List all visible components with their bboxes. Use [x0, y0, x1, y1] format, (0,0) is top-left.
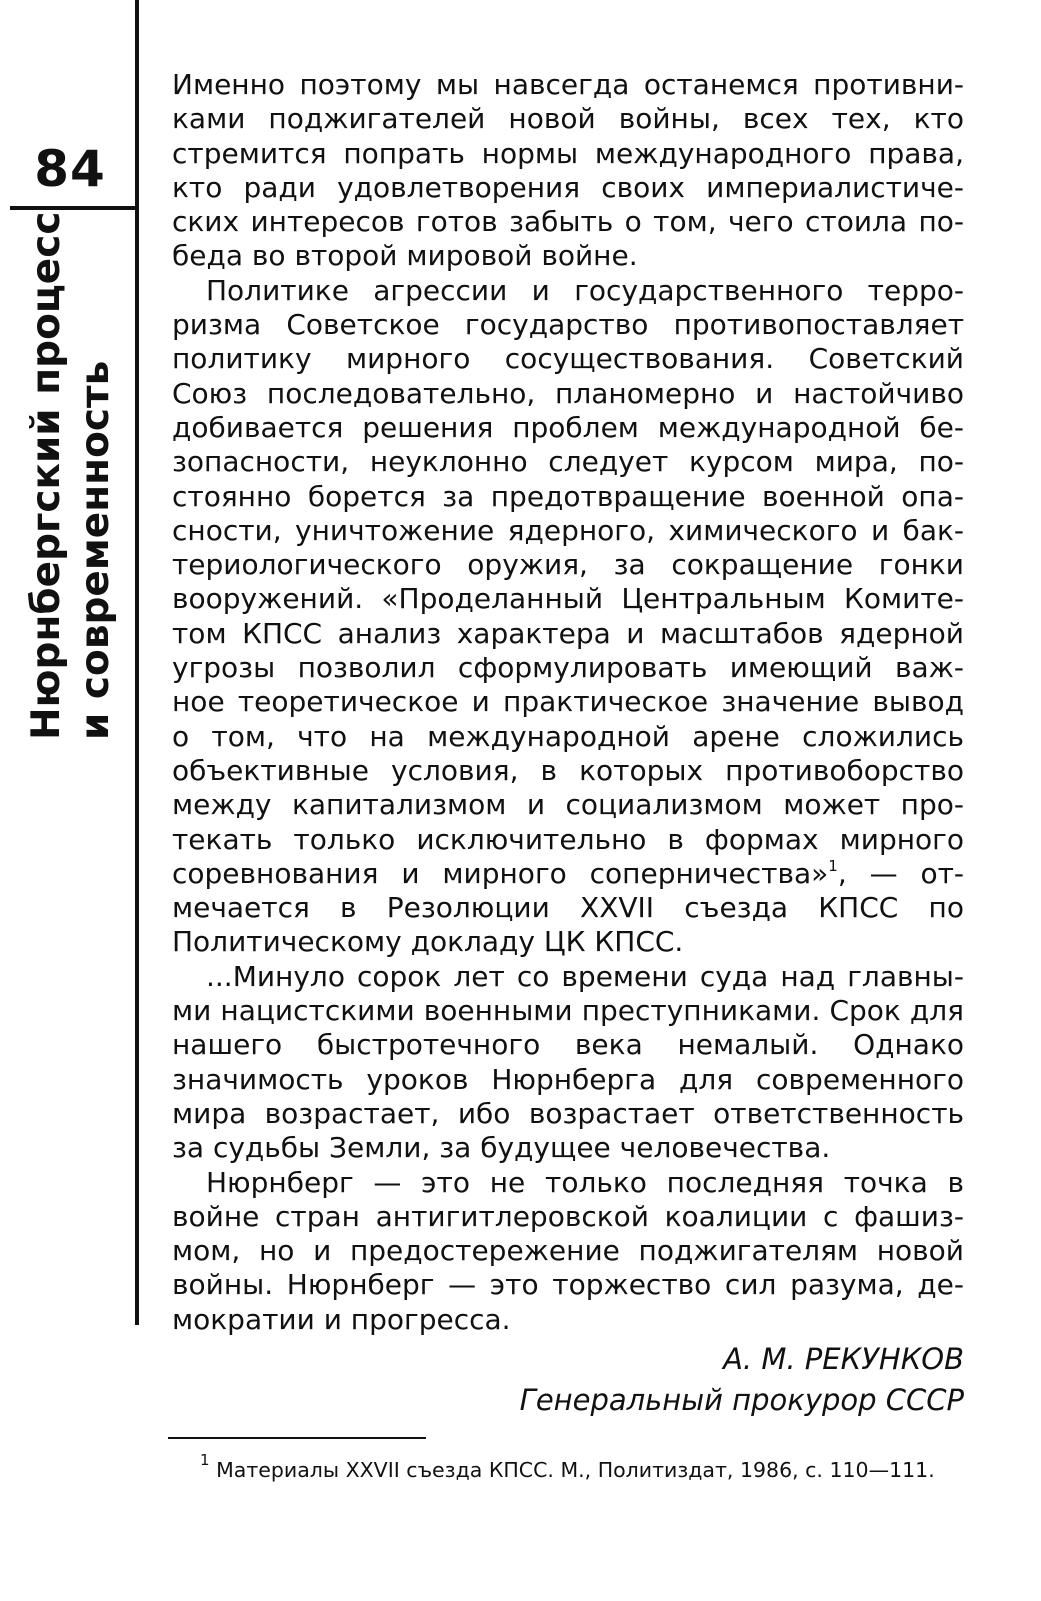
text-line: мира возрастает, ибо возрастает ответственность — [172, 1096, 964, 1130]
paragraph-1 — [172, 68, 964, 239]
text-line: значимость уроков Нюрнберга для современного — [172, 1062, 964, 1096]
text-line: добивается решения проблем международной бе- — [172, 410, 964, 444]
text-line: объективные условия, в которых противоборство — [172, 753, 964, 787]
text-line: вооружений. «Проделанный Центральным Комите- — [172, 582, 964, 616]
text-line: политику мирного сосуществования. Советский — [172, 342, 964, 376]
text-line: мократии и прогресса. — [172, 1302, 511, 1336]
text-line: мом, но и предостережение поджигателям новой — [172, 1234, 964, 1268]
signature-name: А. М. РЕКУНКОВ — [723, 1342, 964, 1376]
text-line: Политике агрессии и государственного терро- — [206, 273, 964, 307]
text-line: Именно поэтому мы навсегда останемся противни- — [172, 68, 964, 101]
text-line: текать только исключительно в формах мирного — [172, 822, 964, 856]
footnote-divider — [168, 1437, 426, 1439]
running-title-line1: Нюрнбергский процесс — [24, 211, 69, 740]
signature — [520, 1339, 964, 1421]
margin-vertical-rule — [135, 0, 139, 1325]
paragraph-4 — [172, 1166, 964, 1303]
footnote-text: Материалы XXVII съезда КПСС. М., Политиздат, 1986, с. 110—111. — [216, 1458, 935, 1482]
paragraph-2-end — [172, 925, 964, 959]
sidebar — [0, 0, 145, 1330]
text-line: ное теоретическое и практическое значение вывод — [172, 685, 964, 719]
paragraph-3 — [172, 960, 964, 1131]
text-line: войны. Нюрнберг — это торжество сил разума, де- — [172, 1268, 964, 1302]
text-line: зопасности, неуклонно следует курсом мира, по- — [172, 445, 964, 479]
footnote — [200, 1451, 980, 1483]
text-line: ризма Советское государство противопоставляет — [172, 308, 964, 342]
footnote-ref: 1 — [828, 856, 838, 875]
text-line: беда во второй мировой войне. — [172, 239, 638, 273]
text-line: ских интересов готов забыть о том, чего стоила по- — [172, 205, 964, 239]
text-line: соревнования и мирного соперничества» — [172, 856, 829, 890]
text-line: ками поджигателей новой войны, всех тех, кто — [172, 102, 964, 136]
paragraph-1-end — [172, 239, 964, 273]
paragraph-4-end — [172, 1303, 964, 1337]
running-title-line2: и современность — [73, 360, 118, 740]
text-line: войне стран антигитлеровской коалиции с фашиз- — [172, 1199, 964, 1233]
page-number-divider — [10, 206, 137, 210]
text-line: между капитализмом и социализмом может про- — [172, 788, 964, 822]
text-line: угрозы позволил сформулировать имеющий важ- — [172, 651, 964, 685]
paragraph-2 — [172, 274, 964, 926]
text-line: ...Минуло сорок лет со времени суда над главны- — [206, 959, 964, 993]
signature-position: Генеральный прокурор СССР — [519, 1383, 964, 1417]
text-line: за судьбы Земли, за будущее человечества. — [172, 1131, 831, 1165]
text-line: кто ради удовлетворения своих империалистиче- — [172, 170, 964, 204]
text-line: том КПСС анализ характера и масштабов ядерной — [172, 616, 964, 650]
text-line: териологического оружия, за сокращение гонки — [172, 548, 964, 582]
text-line: сности, уничтожение ядерного, химического и бак- — [172, 513, 964, 547]
running-title — [22, 211, 132, 740]
text-line: мечается в Резолюции XXVII съезда КПСС по — [172, 891, 964, 925]
text-line: стремится попрать нормы международного права, — [172, 136, 964, 170]
text-line: Нюрнберг — это не только последняя точка в — [206, 1165, 964, 1199]
main-text — [172, 68, 964, 1337]
text-line: Союз последовательно, планомерно и настойчиво — [172, 376, 964, 410]
text-line: ми нацистскими военными преступниками. Срок — [172, 994, 901, 1028]
text-line: Политическому докладу ЦК КПСС. — [172, 925, 684, 959]
paragraph-3-end — [172, 1131, 964, 1165]
text-line: о том, что на международной арене сложились — [172, 719, 964, 753]
footnote-marker: 1 — [200, 1451, 210, 1469]
text-line: , — от- — [837, 856, 964, 890]
text-line: стоянно борется за предотвращение военной опа- — [172, 479, 964, 513]
text-line: для нашего быстротечного века немалый. Однако — [172, 994, 964, 1062]
page-number: 84 — [34, 140, 106, 198]
